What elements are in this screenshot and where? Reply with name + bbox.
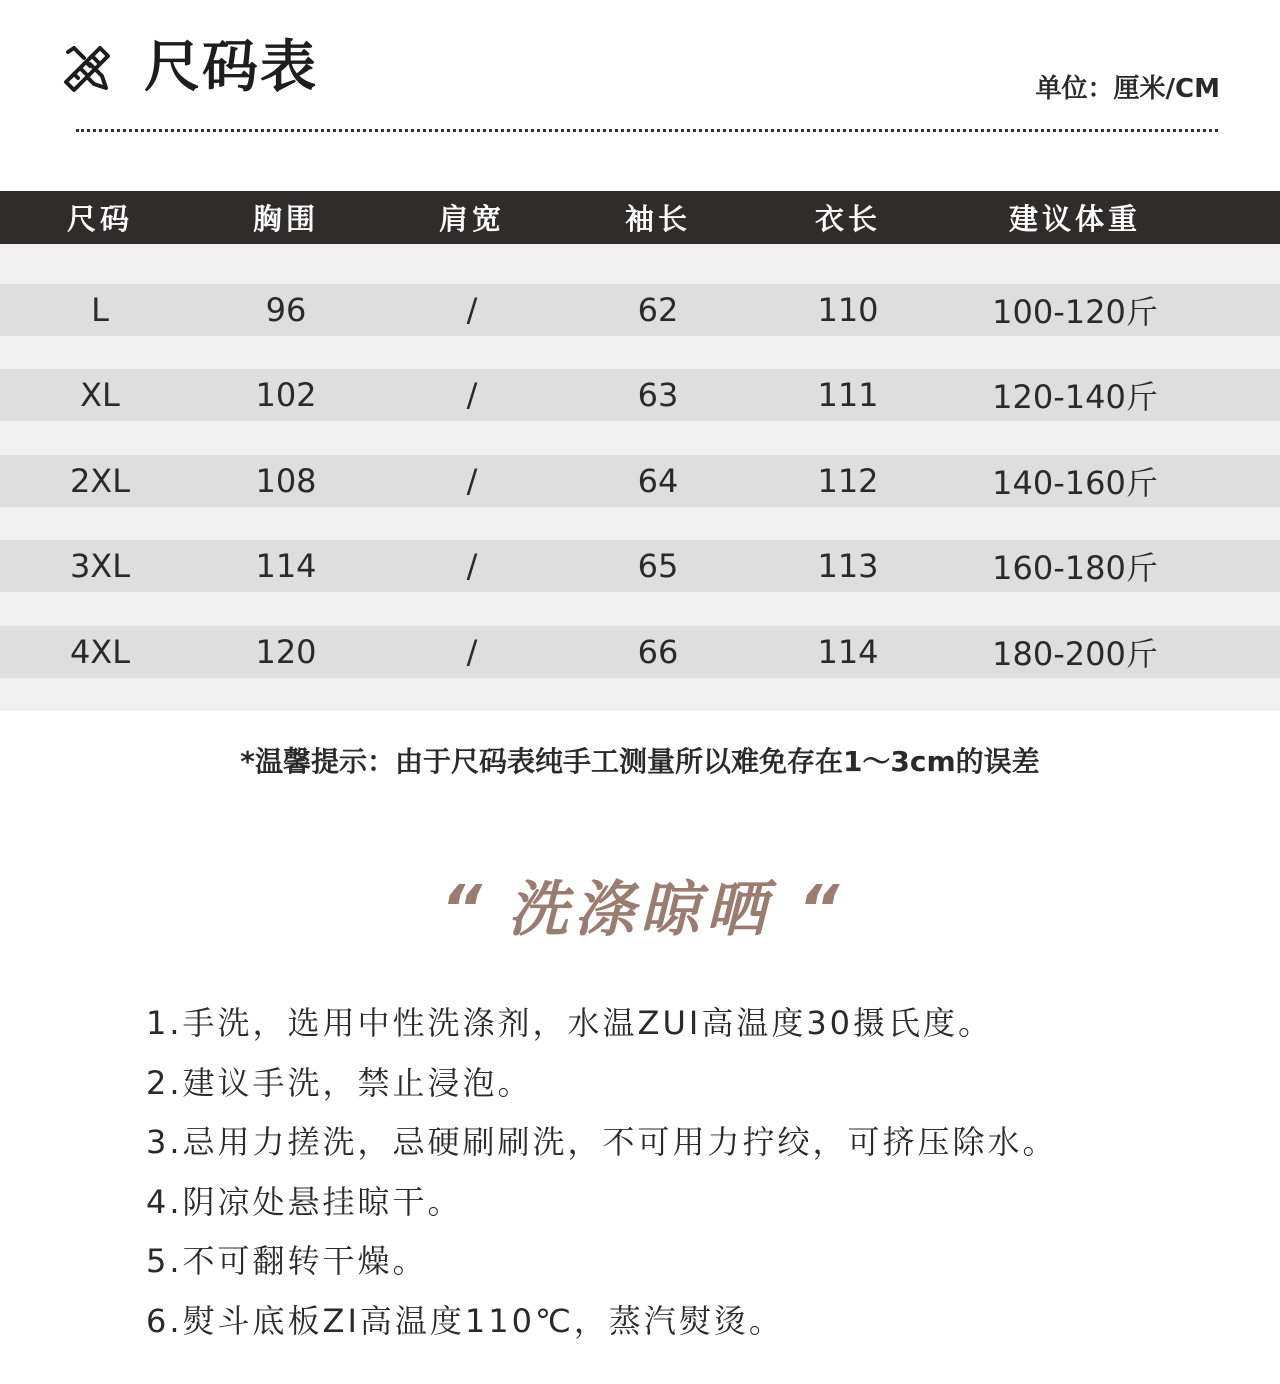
cell-size: L bbox=[91, 291, 109, 329]
cell-weight: 180-200斤 bbox=[992, 635, 1158, 673]
size-table bbox=[0, 191, 1280, 711]
cell-chest: 96 bbox=[265, 291, 307, 329]
table-row bbox=[0, 284, 1280, 336]
quote-open: “ bbox=[440, 873, 482, 947]
care-instructions-list bbox=[146, 994, 1246, 1351]
page-title: 尺码表 bbox=[144, 35, 318, 100]
cell-size: 3XL bbox=[69, 547, 131, 585]
list-item: 5.不可翻转干燥。 bbox=[146, 1242, 428, 1280]
cell-chest: 108 bbox=[255, 462, 317, 500]
cell-size: 4XL bbox=[69, 633, 131, 671]
list-item: 6.熨斗底板ZI高温度110℃，蒸汽熨烫。 bbox=[146, 1301, 784, 1340]
cell-length: 110 bbox=[817, 291, 879, 329]
ruler-pencil-icon bbox=[60, 42, 114, 96]
measurement-tip: *温馨提示：由于尺码表纯手工测量所以难免存在1～3cm的误差 bbox=[240, 745, 1040, 778]
cell-sleeve: 63 bbox=[637, 376, 679, 414]
column-header-sleeve: 袖长 bbox=[624, 202, 691, 236]
column-header-shoulder: 肩宽 bbox=[438, 202, 505, 236]
table-header bbox=[0, 191, 1280, 244]
table-row bbox=[0, 455, 1280, 507]
cell-weight: 120-140斤 bbox=[992, 378, 1158, 416]
cell-chest: 114 bbox=[255, 547, 317, 585]
cell-shoulder: / bbox=[466, 633, 478, 671]
size-chart-header bbox=[0, 0, 1280, 140]
cell-chest: 102 bbox=[255, 376, 317, 414]
cell-shoulder: / bbox=[466, 462, 478, 500]
cell-sleeve: 64 bbox=[637, 462, 679, 500]
list-item: 2.建议手洗，禁止浸泡。 bbox=[146, 1063, 533, 1102]
cell-length: 111 bbox=[817, 376, 879, 414]
cell-shoulder: / bbox=[466, 291, 478, 329]
cell-weight: 100-120斤 bbox=[992, 293, 1158, 331]
column-header-size: 尺码 bbox=[66, 202, 133, 236]
dotted-divider bbox=[76, 129, 1218, 132]
table-body bbox=[0, 244, 1280, 711]
cell-shoulder: / bbox=[466, 376, 478, 414]
column-header-length: 衣长 bbox=[814, 202, 881, 236]
cell-size: 2XL bbox=[69, 462, 131, 500]
quote-close: “ bbox=[798, 873, 840, 947]
cell-length: 113 bbox=[817, 547, 879, 585]
cell-weight: 140-160斤 bbox=[992, 464, 1158, 502]
cell-size: XL bbox=[80, 376, 120, 414]
cell-sleeve: 62 bbox=[637, 291, 679, 329]
cell-length: 112 bbox=[817, 462, 879, 500]
cell-chest: 120 bbox=[255, 633, 317, 671]
table-row bbox=[0, 626, 1280, 678]
cell-sleeve: 66 bbox=[637, 633, 679, 671]
table-row bbox=[0, 369, 1280, 421]
list-item: 3.忌用力搓洗，忌硬刷刷洗，不可用力拧绞，可挤压除水。 bbox=[146, 1123, 1058, 1161]
column-header-weight: 建议体重 bbox=[1008, 202, 1141, 236]
cell-shoulder: / bbox=[466, 547, 478, 585]
column-header-chest: 胸围 bbox=[252, 202, 319, 236]
list-item: 1.手洗，选用中性洗涤剂，水温ZUI高温度30摄氏度。 bbox=[146, 1004, 994, 1042]
care-section-title bbox=[0, 870, 1280, 950]
list-item: 4.阴凉处悬挂晾干。 bbox=[146, 1182, 463, 1221]
unit-label: 单位：厘米/CM bbox=[1035, 74, 1220, 104]
cell-length: 114 bbox=[817, 633, 879, 671]
cell-weight: 160-180斤 bbox=[992, 549, 1158, 587]
care-title-text: 洗涤晾晒 bbox=[508, 875, 772, 945]
table-row bbox=[0, 540, 1280, 592]
cell-sleeve: 65 bbox=[637, 547, 679, 585]
